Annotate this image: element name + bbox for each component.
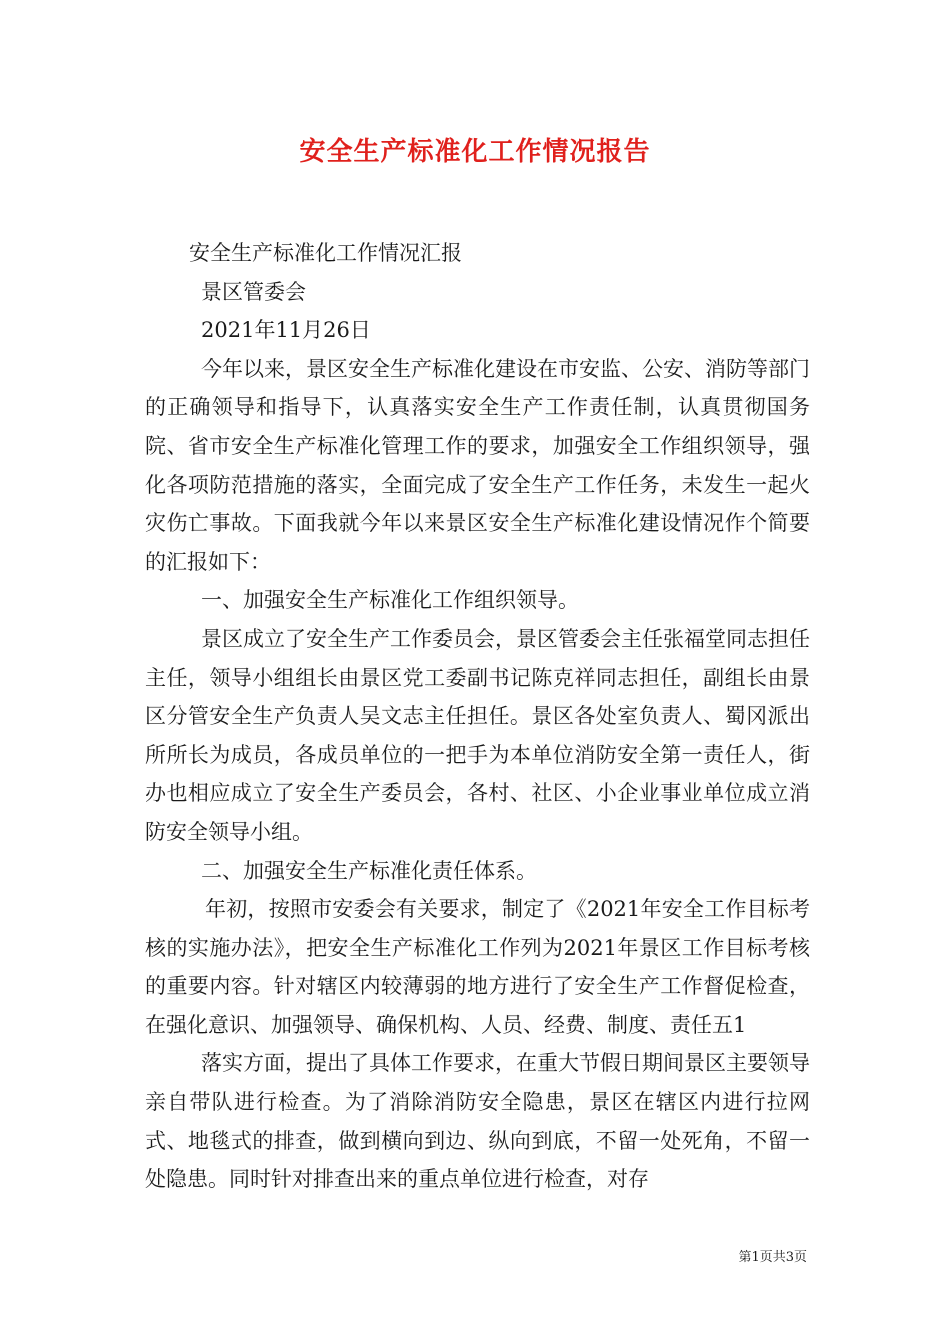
report-heading: 安全生产标准化工作情况汇报 (189, 241, 462, 265)
report-organization: 景区管委会 (201, 279, 306, 304)
report-date: 2021年11月26日 (201, 318, 371, 343)
paragraph-organization: 景区成立了安全生产工作委员会，景区管委会主任张福堂同志担任主任，领导小组组长由景区党工委副书记陈克祥同志担任，副组长由景区分管安全生产负责人吴文志主任担任。景区各处室负责人、蜀冈派出所所长为成员，各成员单位的一把手为本单位消防安全第一责任人，街办也相应成立了安全生产委员会，各村、社区、小企业事业单位成立消防安全领导小组。 (145, 626, 810, 844)
paragraph-implementation: 落实方面，提出了具体工作要求，在重大节假日期间景区主要领导亲自带队进行检查。为了消除消防安全隐患，景区在辖区内进行拉网式、地毯式的排查，做到横向到边、纵向到底，不留一处死角，不留一处隐患。同时针对排查出来的重点单位进行检查，对存 (145, 1051, 810, 1192)
document-body (145, 234, 810, 1199)
paragraph-responsibility: 年初，按照市安委会有关要求，制定了《2021年安全工作目标考核的实施办法》，把安全生产标准化工作列为2021年景区工作目标考核的重要内容。针对辖区内较薄弱的地方进行了安全生产工作督促检查，在强化意识、加强领导、确保机构、人员、经费、制度、责任五1 (145, 897, 810, 1037)
section-heading-1: 一、加强安全生产标准化工作组织领导。 (201, 588, 579, 613)
paragraph-intro: 今年以来，景区安全生产标准化建设在市安监、公安、消防等部门的正确领导和指导下，认真落实安全生产工作责任制，认真贯彻国务院、省市安全生产标准化管理工作的要求，加强安全工作组织领导，强化各项防范措施的落实，全面完成了安全生产工作任务，未发生一起火灾伤亡事故。下面我就今年以来景区安全生产标准化建设情况作个简要的汇报如下： (145, 356, 810, 574)
document-title: 安全生产标准化工作情况报告 (299, 137, 651, 167)
section-heading-2: 二、加强安全生产标准化责任体系。 (201, 858, 537, 883)
page-number: 第1页共3页 (738, 1250, 807, 1265)
